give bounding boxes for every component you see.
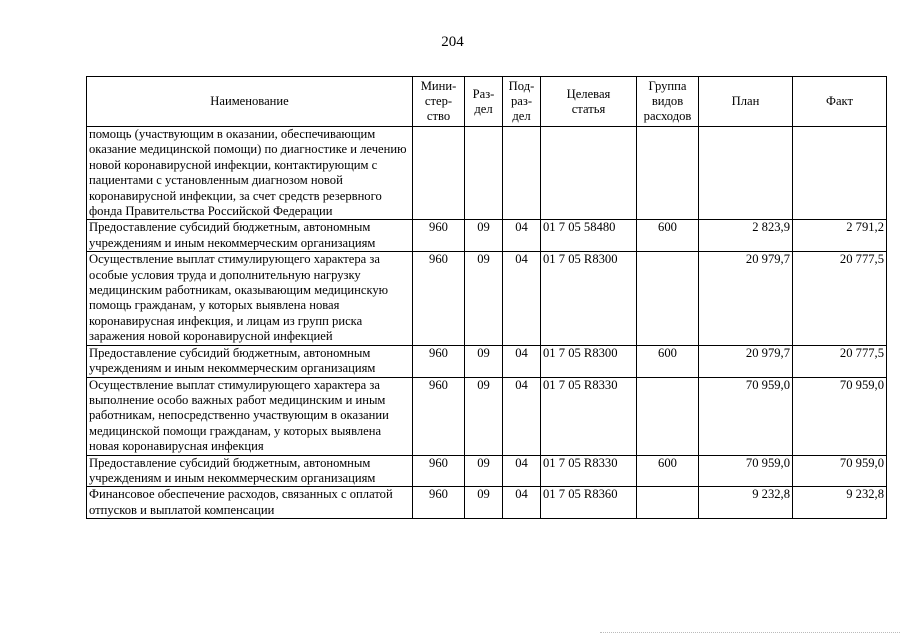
row-expense-group (637, 377, 699, 455)
row-name: Предоставление субсидий бюджетным, автономным учреждениям и иным некоммерческим организациям (87, 220, 413, 252)
row-fact: 70 959,0 (793, 377, 887, 455)
header-plan: План (699, 77, 793, 127)
row-fact (793, 127, 887, 220)
row-plan: 9 232,8 (699, 487, 793, 519)
row-expense-group: 600 (637, 220, 699, 252)
row-ministry (413, 127, 465, 220)
table-row (87, 127, 887, 220)
row-name: Осуществление выплат стимулирующего характера за особые условия труда и дополнительную нагрузку медицинским работникам, оказывающим медицинскую помощь гражданам, у которых выявлена новая коронавирусная инфекция, и лицам из групп риска заражения новой коронавирусной инфекцией (87, 252, 413, 345)
row-section: 09 (465, 455, 503, 487)
page-number: 204 (441, 34, 464, 50)
row-name: Осуществление выплат стимулирующего характера за выполнение особо важных работ медицинским и иным работникам, непосредственно участвующим в оказании медицинской помощи гражданам, у которых выявлена новая коронавирусная инфекция (87, 377, 413, 455)
row-section: 09 (465, 487, 503, 519)
row-subsection: 04 (503, 455, 541, 487)
row-ministry: 960 (413, 455, 465, 487)
header-subsection: Под- раз- дел (503, 77, 541, 127)
row-target-article: 01 7 05 R8300 (541, 345, 637, 377)
header-group: Группа видов расходов (637, 77, 699, 127)
row-name: Предоставление субсидий бюджетным, автономным учреждениям и иным некоммерческим организациям (87, 455, 413, 487)
row-ministry: 960 (413, 220, 465, 252)
table-row (87, 377, 887, 455)
row-ministry: 960 (413, 252, 465, 345)
row-target-article (541, 127, 637, 220)
row-plan: 2 823,9 (699, 220, 793, 252)
row-plan: 70 959,0 (699, 377, 793, 455)
row-target-article: 01 7 05 R8360 (541, 487, 637, 519)
row-section: 09 (465, 345, 503, 377)
row-section: 09 (465, 377, 503, 455)
row-expense-group: 600 (637, 455, 699, 487)
row-subsection: 04 (503, 220, 541, 252)
row-expense-group: 600 (637, 345, 699, 377)
row-name: Предоставление субсидий бюджетным, автономным учреждениям и иным некоммерческим организациям (87, 345, 413, 377)
row-plan: 20 979,7 (699, 252, 793, 345)
row-section: 09 (465, 252, 503, 345)
table-row (87, 252, 887, 345)
header-target: Целевая статья (541, 77, 637, 127)
table-header-row (87, 77, 887, 127)
row-fact: 20 777,5 (793, 252, 887, 345)
row-ministry: 960 (413, 487, 465, 519)
row-expense-group (637, 127, 699, 220)
header-fact: Факт (793, 77, 887, 127)
row-expense-group (637, 487, 699, 519)
row-name: Финансовое обеспечение расходов, связанных с оплатой отпусков и выплатой компенсации (87, 487, 413, 519)
scan-artifact (600, 632, 900, 635)
row-subsection (503, 127, 541, 220)
budget-table (86, 76, 887, 519)
row-ministry: 960 (413, 345, 465, 377)
row-target-article: 01 7 05 R8300 (541, 252, 637, 345)
header-section: Раз- дел (465, 77, 503, 127)
row-plan: 20 979,7 (699, 345, 793, 377)
row-subsection: 04 (503, 252, 541, 345)
header-ministry: Мини- стер- ство (413, 77, 465, 127)
row-target-article: 01 7 05 R8330 (541, 455, 637, 487)
row-subsection: 04 (503, 377, 541, 455)
table-row (87, 487, 887, 519)
row-fact: 70 959,0 (793, 455, 887, 487)
header-name: Наименование (87, 77, 413, 127)
row-section: 09 (465, 220, 503, 252)
row-section (465, 127, 503, 220)
row-subsection: 04 (503, 487, 541, 519)
row-subsection: 04 (503, 345, 541, 377)
table-row (87, 345, 887, 377)
table-body (87, 127, 887, 519)
row-fact: 2 791,2 (793, 220, 887, 252)
row-fact: 9 232,8 (793, 487, 887, 519)
table-row (87, 455, 887, 487)
row-expense-group (637, 252, 699, 345)
row-target-article: 01 7 05 R8330 (541, 377, 637, 455)
row-name: помощь (участвующим в оказании, обеспечивающим оказание медицинской помощи) по диагностике и лечению новой коронавирусной инфекции, контактирующим с пациентами с установленным диагнозом новой коронавирусной инфекции, за счет средств резервного фонда Правительства Российской Федерации (87, 127, 413, 220)
row-fact: 20 777,5 (793, 345, 887, 377)
row-target-article: 01 7 05 58480 (541, 220, 637, 252)
row-plan: 70 959,0 (699, 455, 793, 487)
row-plan (699, 127, 793, 220)
table-row (87, 220, 887, 252)
row-ministry: 960 (413, 377, 465, 455)
